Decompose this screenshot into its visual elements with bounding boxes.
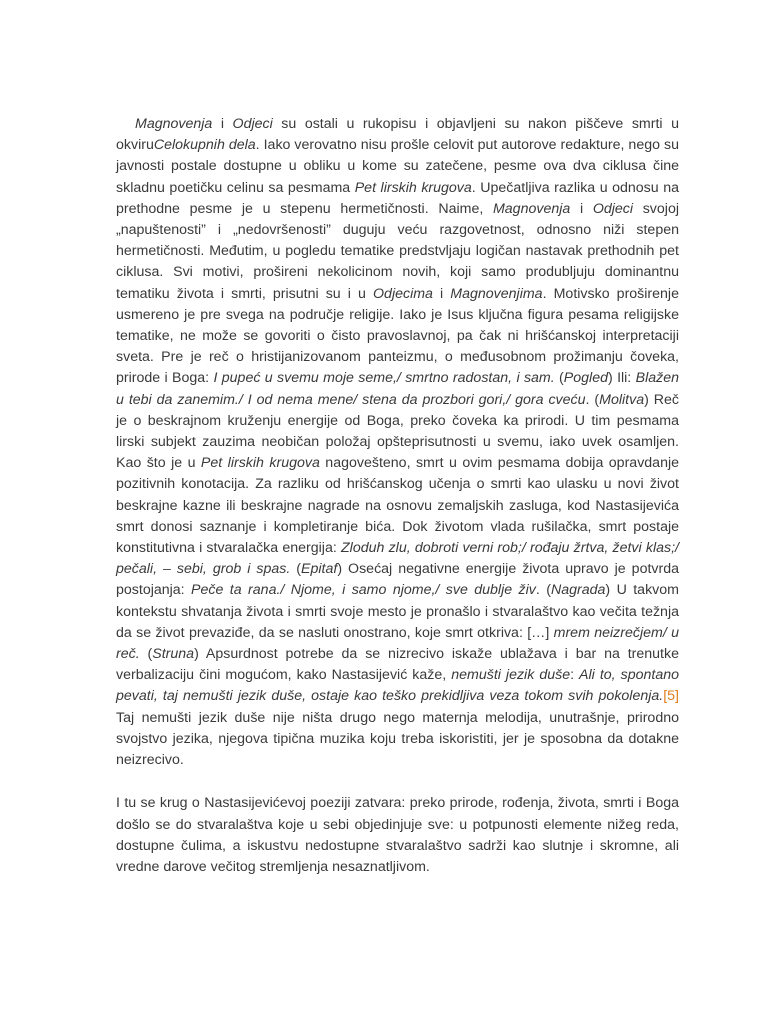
poem-title: Struna [152,646,195,663]
poem-title: Epitaf [301,561,338,578]
footnote-ref-link[interactable]: [5] [663,688,679,705]
text-run: ) Ili: [607,370,636,387]
text-run: ) U takvom kontekstu shvatanja života i smrti svoje mesto je pronašlo i stvaralaštvo kao večita težnja da se život prevaziđe, da se nasluti onostrano, koje smrt otkriva: […] [116,582,679,641]
text-run: svojoj „napuštenosti” i „nedovršenosti” duguju veću razgovetnost, odnosno niži stepen hermetičnosti. Međutim, u pogledu tematike predstvljaju logičan nastavak prethodnih pet ciklusa. Svi motivi, prošireni nekolicinom novih, koji samo produbljuju dominantnu tematiku života i smrti, prisutni su i u [116,200,679,302]
author-quote: Ali to, spontano pevati, taj nemušti jezik duše, ostaje kao teško prekidljiva veza tokom svih pokolenja. [116,667,679,705]
poem-cycle-title: Odjecima [373,285,433,302]
poem-cycle-title: Odjeci [232,116,273,132]
poem-title: Molitva [599,391,645,408]
poem-quote: Blažen u tebi da zanemim./ I od nema mene/ stena da prozbori gori,/ gora cveću [116,370,680,408]
text-run: . Iako verovatno nisu prošle celovit put autorove redakture, nego su javnosti postale dostupne u obliku u kome su zatečene, pesme ova dva ciklusa čine skladnu poetičku celinu sa pesmama [116,137,679,196]
quoted-phrase: nemušti jezik duše [451,667,571,684]
text-run: nagovešteno, smrt u ovim pesmama dobija opravdanje pozitivnih konotacija. Za razliku od hrišćanskog učenja o smrti kao ulasku u novi život beskrajne kazne ili beskrajne nagrade na osnovu zemaljskih zasluga, kod Nastasijevića smrt donosi saznanje i kompletiranje bića. Dok životom vlada rušilačka, smrt postaje konstitutivna i stvaralačka energija: [116,455,679,557]
text-run: ) Osećaj negativne energije života upravo je potvrda postojanja: [116,561,679,599]
paragraph-2: I tu se krug o Nastasijevićevoj poeziji zatvara: preko prirode, rođenja, života, smrti i Boga došlo se do stvaralaštva koje u sebi objedinjuje sve: u potpunosti elemente nižeg reda, dostupne čulima, a iskustvu nedostupne stvaralaštvo sadrži kao slutnje i skromne, ali vredne darove večitog stremljenja nesaznatljivom. [116,795,679,875]
text-run: ) Apsurdnost potrebe da se nizrecivo iskaže ublažava i bar na trenutke verbalizaciju čini mogućom, kako Nastasijević kaže, [116,646,679,684]
poem-quote: Peče ta rana./ Njome, i samo njome,/ sve dublje živ [191,582,536,599]
text-run: Taj nemušti jezik duše nije ništa drugo nego maternja melodija, unutrašnje, prirodno svojstvo jezika, njegova tipična muzika koju treba iskoristiti, jer je sposobna da dotakne neizrecivo. [116,709,679,769]
text-run: ( [139,646,153,663]
text-run: . Motivsko proširenje usmereno je pre svega na područje religije. Iako je Isus ključna figura pesama religijske tematike, ne može se govoriti o čisto pravoslavnoj, pa čak ni hrišćanskoj interpretaciji sveta. Pre je reč o hristijanizovanom panteizmu, o međusobnom prožimanju čoveka, prirode i Boga: [116,285,679,387]
poem-quote: Zloduh zlu, dobroti verni rob;/ rođaju žrtva, žetvi klas;/ pečali, – sebi, grob i spas. [116,540,679,578]
text-run: . Upečatljiva razlika u odnosu na prethodne pesme je u stepenu hermetičnosti. Naime, [116,179,679,217]
poem-cycle-title: Odjeci [592,200,634,217]
book-title: Celokupnih dela [153,137,256,154]
body-text [116,114,679,878]
text-run: ) Reč je o beskrajnom kruženju energije od Boga, preko čoveka ka prirodi. U tim pesmama lirski subjekt zauzima neobičan položaj opšteprisutnosti u svemu, iako uvek osamljen. Kao što je u [116,391,679,472]
paragraph-1 [116,114,679,771]
text-run: . ( [535,582,551,599]
poem-title: Nagrada [550,582,606,599]
text-run: . ( [585,391,600,408]
poem-cycle-title: Magnovenja [492,200,571,217]
text-run: ( [554,370,564,387]
poem-cycle-title: Magnovenjima [450,285,543,302]
poem-quote: mrem neizrečjem/ u reč. [116,624,679,663]
poem-title: Pogled [563,370,608,387]
text-run: i [432,285,451,302]
poem-cycle-title: Magnovenja [135,116,213,132]
text-run: i [212,116,233,132]
poem-quote: I pupeć u svemu moje seme,/ smrtno radostan, i sam. [213,370,555,387]
book-title: Pet lirskih krugova [200,455,320,472]
book-title: Pet lirskih krugova [354,179,472,196]
text-run: i [570,200,593,217]
text-run: su ostali u rukopisu i objavljeni su nakon piščeve smrti u okviru [116,116,679,154]
text-run: : [570,667,580,684]
text-run: ( [290,561,302,578]
